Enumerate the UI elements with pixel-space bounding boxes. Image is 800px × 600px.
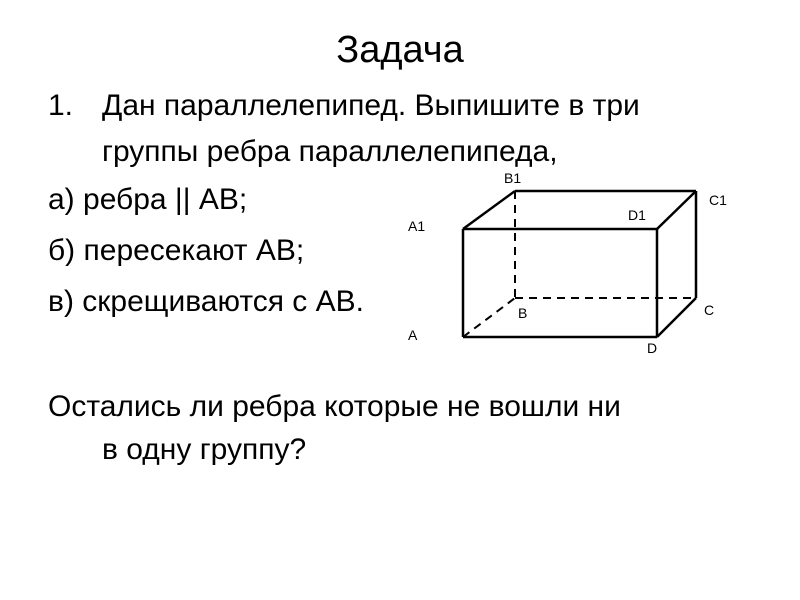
edge-a-b-hidden [463,298,515,337]
option-a: а) ребра || AB; [48,183,248,216]
question-line-2: в одну группу? [102,433,307,466]
task-text-line-2: группы ребра параллелепипеда, [102,135,558,168]
vertex-label-b: B [518,305,528,321]
option-c: в) скрещиваются с AB. [48,285,364,318]
vertex-label-d: D [647,340,658,356]
question-line-1: Остались ли ребра которые не вошли ни [48,390,621,423]
vertex-label-b1: B1 [504,170,522,186]
vertex-label-d1: D1 [628,207,646,223]
edge-d1-c1 [657,191,696,229]
slide-title: Задача [336,29,464,71]
option-b: б) пересекают AB; [48,234,305,267]
edge-a1-b1 [463,191,515,229]
task-text-line-1: Дан параллелепипед. Выпишите в три [102,89,640,122]
item-number: 1. [48,89,74,122]
vertex-label-c: C [704,302,715,318]
vertex-label-a: A [408,327,418,343]
edge-d-c [657,298,696,337]
vertex-label-c1: C1 [709,192,727,208]
vertex-label-a1: A1 [408,218,426,234]
